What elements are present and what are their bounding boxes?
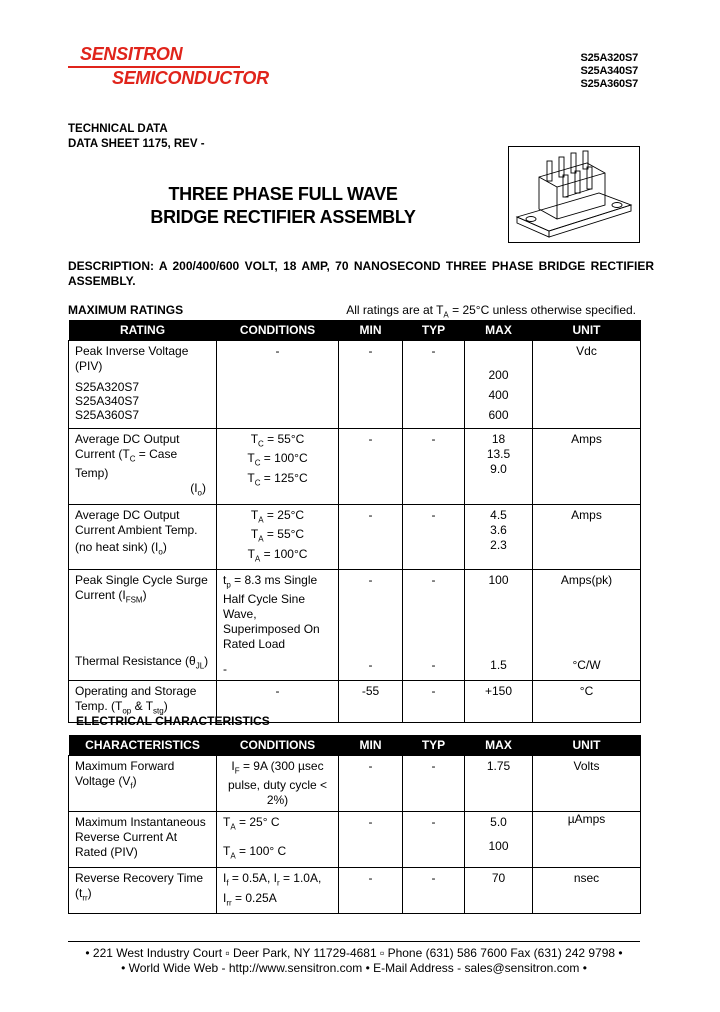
- cond-sub: C: [254, 478, 261, 488]
- cond-sub: A: [258, 515, 264, 525]
- cond-part: = 1.0A, I: [223, 871, 322, 905]
- header-characteristics: CHARACTERISTICS: [69, 735, 217, 756]
- cond-sub: p: [226, 580, 231, 590]
- footer-address: • 221 West Industry Court ▫ Deer Park, NY 11729-4681 ▫ Phone (631) 586 7600 Fax (631) 242 9798 •: [85, 946, 623, 960]
- cell-max: [465, 569, 533, 680]
- cond-sub: A: [258, 534, 264, 544]
- cell-rating: [69, 341, 217, 429]
- header-typ: TYP: [403, 320, 465, 341]
- rating-part: ): [162, 539, 167, 554]
- max-value: 3.6: [490, 522, 507, 537]
- rating-part: (no heat sink) (I: [75, 539, 159, 554]
- cell-min: -: [339, 812, 403, 868]
- rating-part: ): [204, 654, 209, 669]
- table-row: [69, 504, 641, 569]
- cell-max: +150: [465, 681, 533, 722]
- cell-unit: Volts: [533, 756, 641, 812]
- cell-typ: [403, 569, 465, 680]
- cond-line: [223, 527, 332, 546]
- rating-part: Thermal Resistance (θ: [75, 654, 196, 669]
- table-row: [69, 812, 641, 868]
- header-max: MAX: [465, 735, 533, 756]
- header-max: MAX: [465, 320, 533, 341]
- technical-data-label: TECHNICAL DATA: [68, 123, 168, 135]
- cell-max: [465, 429, 533, 505]
- part-label: S25A340S7: [75, 394, 140, 408]
- note-text: All ratings are at T: [346, 303, 444, 317]
- rating-text: [75, 588, 210, 607]
- rating-sub: C: [129, 454, 136, 464]
- cell-max: [465, 504, 533, 569]
- cond-part: I: [223, 871, 227, 886]
- cond-part: = 55°C: [263, 527, 305, 542]
- cell-typ: -: [403, 681, 465, 722]
- header-unit: UNIT: [533, 735, 641, 756]
- char-text: [75, 886, 210, 905]
- typ-value: -: [431, 657, 436, 672]
- company-name-line1: SENSITRON: [80, 44, 183, 64]
- cond-sub: r: [276, 878, 280, 888]
- cell-conditions: [217, 812, 339, 868]
- cond-part: = 8.3 ms Single Half Cycle Sine Wave, Superimposed On Rated Load: [223, 572, 320, 652]
- part-number-3: S25A360S7: [580, 78, 638, 90]
- rating-sub: FSM: [125, 595, 143, 605]
- part-number-1: S25A320S7: [580, 52, 638, 64]
- cell-characteristic: Maximum Instantaneous Reverse Current At Rated (PIV): [69, 812, 217, 868]
- header-conditions: CONDITIONS: [217, 320, 339, 341]
- cond-line: [223, 432, 332, 451]
- cell-typ: -: [403, 868, 465, 914]
- rating-part: ): [163, 699, 168, 714]
- cond-part: = 0.25A: [231, 890, 277, 905]
- rating-part: Temp. (T: [75, 699, 123, 714]
- rectifier-package-drawing: [509, 147, 639, 242]
- cond-sub: C: [258, 439, 264, 449]
- cell-min: -: [339, 341, 403, 429]
- max-value: 2.3: [490, 537, 507, 552]
- max-value: 5.0: [490, 815, 507, 830]
- header-conditions: CONDITIONS: [217, 735, 339, 756]
- cond-part: T: [250, 527, 259, 542]
- rating-text: Current Ambient Temp.: [75, 522, 198, 537]
- cond-line: [223, 451, 332, 470]
- cond-part: I: [231, 759, 235, 773]
- cell-min: -: [339, 868, 403, 914]
- rating-part: ): [142, 587, 147, 602]
- cell-rating: [69, 504, 217, 569]
- char-text: Reverse Recovery Time: [75, 871, 204, 886]
- max-value: 9.0: [490, 462, 507, 476]
- header-min: MIN: [339, 320, 403, 341]
- cell-conditions: [217, 756, 339, 812]
- title-line2: BRIDGE RECTIFIER ASSEMBLY: [150, 207, 416, 227]
- rating-text: Peak Inverse Voltage (PIV): [75, 344, 189, 373]
- cond-part: = 9A (300 µsec pulse, duty cycle < 2%): [227, 759, 328, 808]
- cond-part: T: [247, 546, 255, 561]
- rating-part: Current (I: [75, 587, 126, 602]
- cond-part: = 100° C: [235, 843, 287, 858]
- max-value: 18: [491, 432, 506, 446]
- cell-min: -: [339, 756, 403, 812]
- cond-sub: A: [230, 851, 236, 861]
- max-ratings-table: [68, 320, 641, 723]
- header-rating: RATING: [69, 320, 217, 341]
- table-header-row: [69, 320, 641, 341]
- cond-sub: A: [254, 553, 261, 563]
- cell-rating: [69, 429, 217, 505]
- char-part: Voltage (V: [75, 774, 131, 788]
- footer-contact: • World Wide Web - http://www.sensitron.com • E-Mail Address - sales@sensitron.com •: [121, 961, 587, 975]
- cell-typ: -: [403, 756, 465, 812]
- char-text: Maximum Forward: [75, 759, 175, 773]
- table-row: [69, 569, 641, 680]
- char-part: (t: [75, 886, 83, 901]
- min-value: -: [368, 657, 373, 672]
- cell-unit: Amps: [533, 504, 641, 569]
- cell-unit: Amps: [533, 429, 641, 505]
- cell-unit: Vdc: [533, 341, 641, 429]
- cell-max: 1.75: [465, 756, 533, 812]
- cond-line: [223, 547, 332, 566]
- rating-text: Peak Single Cycle Surge: [75, 572, 208, 587]
- cond-line: [223, 844, 332, 863]
- rating-part: & T: [131, 699, 154, 714]
- rating-sub: op: [122, 706, 132, 716]
- cell-min: -: [339, 429, 403, 505]
- max-value: 400: [488, 388, 509, 402]
- package-image: [508, 146, 640, 243]
- table-row: [69, 341, 641, 429]
- electrical-table: [68, 735, 641, 914]
- cell-typ: -: [403, 341, 465, 429]
- cell-typ: -: [403, 504, 465, 569]
- table-row: [69, 868, 641, 914]
- cond-part: T: [250, 432, 259, 446]
- cell-unit: °C: [533, 681, 641, 722]
- cond-text: -: [223, 662, 227, 677]
- cell-conditions: [217, 569, 339, 680]
- char-part: ): [132, 774, 137, 788]
- cell-characteristic: [69, 868, 217, 914]
- cell-conditions: [217, 429, 339, 505]
- cond-part: T: [223, 815, 231, 830]
- cell-min: [339, 569, 403, 680]
- header-min: MIN: [339, 735, 403, 756]
- thermal-resistance-label: [75, 654, 210, 673]
- cond-part: = 100°C: [260, 546, 308, 561]
- note-rest: = 25°C unless otherwise specified.: [448, 303, 636, 317]
- rating-text: [75, 540, 210, 559]
- table-header-row: [69, 735, 641, 756]
- max-value: 600: [488, 408, 509, 422]
- rating-text: [75, 481, 210, 500]
- cond-part: T: [223, 843, 231, 858]
- cond-line: [223, 471, 332, 490]
- description: DESCRIPTION: A 200/400/600 VOLT, 18 AMP, 70 NANOSECOND THREE PHASE BRIDGE RECTIFIER ASSEMBLY.: [68, 259, 654, 288]
- rating-part: = Case Temp): [75, 447, 178, 481]
- part-number-2: S25A340S7: [580, 65, 638, 77]
- cond-part: T: [250, 507, 259, 522]
- cell-max: [465, 812, 533, 868]
- rating-part: (I: [190, 481, 198, 496]
- cell-min: -55: [339, 681, 403, 722]
- table-row: [69, 429, 641, 505]
- cond-sub: F: [234, 766, 240, 776]
- part-label: S25A360S7: [75, 408, 140, 422]
- rating-sub: o: [158, 547, 163, 557]
- rating-text: Average DC Output: [75, 507, 180, 522]
- header-typ: TYP: [403, 735, 465, 756]
- table-row: [69, 756, 641, 812]
- cell-typ: -: [403, 429, 465, 505]
- company-name-line2: SEMICONDUCTOR: [112, 68, 269, 88]
- min-value: -: [368, 572, 373, 587]
- rating-sub: o: [197, 488, 202, 498]
- cond-sub: A: [230, 822, 236, 832]
- cond-sub: C: [254, 458, 261, 468]
- cell-conditions: [217, 868, 339, 914]
- cell-unit: [533, 569, 641, 680]
- cell-max: [465, 341, 533, 429]
- title-line1: THREE PHASE FULL WAVE: [168, 184, 398, 204]
- cell-conditions: [217, 504, 339, 569]
- header-unit: UNIT: [533, 320, 641, 341]
- char-sub: rr: [82, 893, 88, 903]
- rating-text: Operating and Storage: [75, 684, 197, 699]
- cond-part: t: [223, 572, 227, 587]
- cond-part: = 55°C: [263, 432, 305, 446]
- unit-value: Amps(pk): [560, 572, 613, 587]
- cond-sub: f: [226, 878, 229, 888]
- rating-part: Current (T: [75, 447, 130, 461]
- max-value: 13.5: [486, 447, 511, 461]
- cell-conditions: -: [217, 681, 339, 722]
- cond-part: = 25° C: [235, 815, 280, 830]
- cond-text: [223, 573, 323, 652]
- rating-part: ): [202, 481, 206, 496]
- char-text: [75, 774, 210, 793]
- cell-unit: µAmps: [533, 812, 641, 868]
- max-value: 100: [488, 839, 509, 854]
- max-value: 100: [488, 572, 509, 587]
- cond-line: [223, 508, 332, 527]
- typ-value: -: [431, 572, 436, 587]
- cell-typ: -: [403, 812, 465, 868]
- cond-part: = 100°C: [260, 451, 308, 466]
- cond-part: = 125°C: [260, 470, 308, 485]
- cond-part: T: [247, 451, 255, 466]
- max-value: 1.5: [490, 657, 507, 672]
- cell-characteristic: [69, 756, 217, 812]
- ratings-note: [346, 303, 636, 319]
- cond-sub: rr: [226, 898, 232, 908]
- cond-line: [223, 815, 332, 834]
- max-value: 200: [488, 368, 509, 382]
- cell-max: 70: [465, 868, 533, 914]
- rating-text: [75, 447, 210, 481]
- part-label: S25A320S7: [75, 380, 140, 394]
- cell-min: -: [339, 504, 403, 569]
- cell-unit: nsec: [533, 868, 641, 914]
- char-sub: f: [130, 781, 133, 791]
- max-value: 4.5: [490, 507, 507, 522]
- cond-part: T: [247, 470, 255, 485]
- footer-divider: [68, 941, 640, 942]
- rating-sub: stg: [153, 706, 164, 716]
- cond-part: = 0.5A, I: [228, 871, 277, 886]
- data-sheet-label: DATA SHEET 1175, REV -: [68, 138, 205, 150]
- electrical-heading: ELECTRICAL CHARACTERISTICS: [76, 714, 270, 728]
- max-ratings-heading: MAXIMUM RATINGS: [68, 303, 184, 317]
- rating-sub: JL: [195, 661, 205, 671]
- cell-rating: [69, 569, 217, 680]
- char-part: ): [87, 886, 92, 901]
- cell-conditions: -: [217, 341, 339, 429]
- cond-part: = 25°C: [263, 507, 305, 522]
- rating-text: Average DC Output: [75, 432, 180, 446]
- unit-value: °C/W: [572, 657, 601, 672]
- note-sub: A: [443, 310, 449, 320]
